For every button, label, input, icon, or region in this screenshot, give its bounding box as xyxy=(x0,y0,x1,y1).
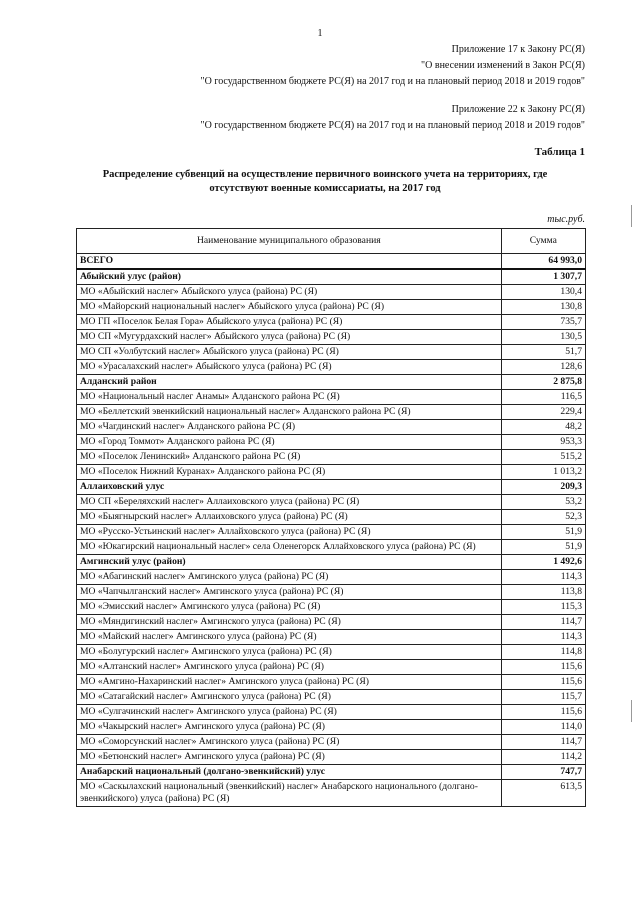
municipality-name-cell: МО «Абагинский наслег» Амгинского улуса (района) РС (Я) xyxy=(77,570,502,585)
municipality-name-cell: МО «Поселок Ленинский» Алданского района РС (Я) xyxy=(77,450,502,465)
municipality-name-cell: МО «Мяндигинский наслег» Амгинского улуса (района) РС (Я) xyxy=(77,615,502,630)
amount-cell: 1 492,6 xyxy=(501,555,585,570)
municipality-name-cell: МО «Русско-Устьинский наслег» Аллайховского улуса (района) РС (Я) xyxy=(77,525,502,540)
amount-cell: 116,5 xyxy=(501,390,585,405)
table-row xyxy=(77,735,586,750)
amount-cell: 1 013,2 xyxy=(501,465,585,480)
amount-cell: 209,3 xyxy=(501,480,585,495)
table-row xyxy=(77,435,586,450)
table-row xyxy=(77,720,586,735)
header-municipality: Наименование муниципального образования xyxy=(77,229,502,254)
municipality-name-cell: МО «Саскылахский национальный (эвенкийский) наслег» Анабарского национального (долгано-эвенкийского) улуса (района) РС (Я) xyxy=(77,780,502,807)
amount-cell: 613,5 xyxy=(501,780,585,807)
municipality-name-cell: МО СП «Мугурдахский наслег» Абыйского улуса (района) РС (Я) xyxy=(77,330,502,345)
appendix-17-line3: "О государственном бюджете РС(Я) на 2017 год и на плановый период 2018 и 2019 годов" xyxy=(200,76,585,87)
table-group-row xyxy=(77,269,586,285)
amount-cell: 130,8 xyxy=(501,300,585,315)
table-row xyxy=(77,705,586,720)
table-group-row xyxy=(77,480,586,495)
municipality-name-cell: МО «Юкагирский национальный наслег» села Оленегорск Аллайховского улуса (района) РС (Я) xyxy=(77,540,502,555)
table-row xyxy=(77,360,586,375)
table-row xyxy=(77,315,586,330)
document-title xyxy=(90,168,560,196)
municipality-name-cell: МО «Амгино-Нахаринский наслег» Амгинского улуса (района) РС (Я) xyxy=(77,675,502,690)
municipality-name-cell: Алданский район xyxy=(77,375,502,390)
municipality-name-cell: МО «Сатагайский наслег» Амгинского улуса (района) РС (Я) xyxy=(77,690,502,705)
municipality-name-cell: МО «Беллетский эвенкийский национальный наслег» Алданского района РС (Я) xyxy=(77,405,502,420)
municipality-name-cell: МО «Чапчылганский наслег» Амгинского улуса (района) РС (Я) xyxy=(77,585,502,600)
table-row xyxy=(77,540,586,555)
amount-cell: 113,8 xyxy=(501,585,585,600)
amount-cell: 229,4 xyxy=(501,405,585,420)
table-group-row xyxy=(77,555,586,570)
table-body xyxy=(77,254,586,807)
municipality-name-cell: Анабарский национальный (долгано-эвенкийский) улус xyxy=(77,765,502,780)
amount-cell: 130,4 xyxy=(501,285,585,300)
amount-cell: 115,6 xyxy=(501,705,585,720)
amount-cell: 115,7 xyxy=(501,690,585,705)
municipality-name-cell: МО «Город Томмот» Алданского района РС (Я) xyxy=(77,435,502,450)
table-row xyxy=(77,510,586,525)
amount-cell: 747,7 xyxy=(501,765,585,780)
table-row xyxy=(77,645,586,660)
table-row xyxy=(77,330,586,345)
subsidy-table xyxy=(76,228,586,807)
municipality-name-cell: Абыйский улус (район) xyxy=(77,269,502,285)
amount-cell: 114,2 xyxy=(501,750,585,765)
table-row xyxy=(77,615,586,630)
amount-cell: 128,6 xyxy=(501,360,585,375)
municipality-name-cell: МО «Быягнырский наслег» Аллаиховского улуса (района) РС (Я) xyxy=(77,510,502,525)
table-row xyxy=(77,690,586,705)
amount-cell: 51,9 xyxy=(501,540,585,555)
municipality-name-cell: МО ГП «Поселок Белая Гора» Абыйского улуса (района) РС (Я) xyxy=(77,315,502,330)
amount-cell: 51,7 xyxy=(501,345,585,360)
amount-cell: 52,3 xyxy=(501,510,585,525)
appendix-17-line1: Приложение 17 к Закону РС(Я) xyxy=(451,44,585,55)
table-row xyxy=(77,450,586,465)
municipality-name-cell: Аллаиховский улус xyxy=(77,480,502,495)
amount-cell: 130,5 xyxy=(501,330,585,345)
amount-cell: 2 875,8 xyxy=(501,375,585,390)
municipality-name-cell: МО «Эмисский наслег» Амгинского улуса (района) РС (Я) xyxy=(77,600,502,615)
municipality-name-cell: МО «Бетюнский наслег» Амгинского улуса (района) РС (Я) xyxy=(77,750,502,765)
amount-cell: 53,2 xyxy=(501,495,585,510)
table-row xyxy=(77,660,586,675)
document-title-line2: отсутствуют военные комиссариаты, на 2017 год xyxy=(209,183,441,194)
table-row xyxy=(77,345,586,360)
appendix-22-line1: Приложение 22 к Закону РС(Я) xyxy=(451,104,585,115)
appendix-22-line2: "О государственном бюджете РС(Я) на 2017 год и на плановый период 2018 и 2019 годов" xyxy=(200,120,585,131)
amount-cell: 114,3 xyxy=(501,570,585,585)
amount-cell: 48,2 xyxy=(501,420,585,435)
municipality-name-cell: МО «Майорский национальный наслег» Абыйского улуса (района) РС (Я) xyxy=(77,300,502,315)
document-title-line1: Распределение субвенций на осуществление первичного воинского учета на территориях, где xyxy=(102,169,548,180)
municipality-name-cell: МО «Сулгачинский наслег» Амгинского улуса (района) РС (Я) xyxy=(77,705,502,720)
table-row xyxy=(77,570,586,585)
table-row xyxy=(77,675,586,690)
amount-cell: 114,7 xyxy=(501,735,585,750)
amount-cell: 51,9 xyxy=(501,525,585,540)
table-row xyxy=(77,600,586,615)
municipality-name-cell: МО «Майский наслег» Амгинского улуса (района) РС (Я) xyxy=(77,630,502,645)
units-label: тыс.руб. xyxy=(547,214,585,225)
scan-edge-mark xyxy=(631,700,632,722)
table-row xyxy=(77,585,586,600)
amount-cell: 115,3 xyxy=(501,600,585,615)
municipality-name-cell: МО «Абыйский наслег» Абыйского улуса (района) РС (Я) xyxy=(77,285,502,300)
table-group-row xyxy=(77,765,586,780)
table-row xyxy=(77,285,586,300)
table-row xyxy=(77,750,586,765)
municipality-name-cell: МО СП «Уолбутский наслег» Абыйского улуса (района) РС (Я) xyxy=(77,345,502,360)
amount-cell: 1 307,7 xyxy=(501,269,585,285)
table-row xyxy=(77,630,586,645)
table-row xyxy=(77,405,586,420)
table-row xyxy=(77,780,586,807)
table-header-row xyxy=(77,229,586,254)
amount-cell: 515,2 xyxy=(501,450,585,465)
municipality-name-cell: МО «Болугурский наслег» Амгинского улуса (района) РС (Я) xyxy=(77,645,502,660)
municipality-name-cell: МО «Национальный наслег Анамы» Алданского района РС (Я) xyxy=(77,390,502,405)
amount-cell: 735,7 xyxy=(501,315,585,330)
municipality-name-cell: Амгинский улус (район) xyxy=(77,555,502,570)
table-row xyxy=(77,465,586,480)
amount-cell: 953,3 xyxy=(501,435,585,450)
scan-edge-mark xyxy=(631,205,632,227)
municipality-name-cell: МО «Чакырский наслег» Амгинского улуса (района) РС (Я) xyxy=(77,720,502,735)
table-row xyxy=(77,390,586,405)
amount-cell: 114,3 xyxy=(501,630,585,645)
table-row xyxy=(77,420,586,435)
municipality-name-cell: МО «Урасалахский наслег» Абыйского улуса (района) РС (Я) xyxy=(77,360,502,375)
amount-cell: 114,7 xyxy=(501,615,585,630)
appendix-17-heading xyxy=(201,42,585,90)
municipality-name-cell: МО «Поселок Нижний Куранах» Алданского района РС (Я) xyxy=(77,465,502,480)
amount-cell: 115,6 xyxy=(501,660,585,675)
amount-cell: 64 993,0 xyxy=(501,254,585,270)
amount-cell: 114,0 xyxy=(501,720,585,735)
table-group-row xyxy=(77,375,586,390)
header-amount: Сумма xyxy=(501,229,585,254)
table-label: Таблица 1 xyxy=(534,146,585,158)
municipality-name-cell: МО «Алтанский наслег» Амгинского улуса (района) РС (Я) xyxy=(77,660,502,675)
page-number: 1 xyxy=(317,28,323,39)
municipality-name-cell: МО «Чагдинский наслег» Алданского района РС (Я) xyxy=(77,420,502,435)
table-row xyxy=(77,525,586,540)
amount-cell: 115,6 xyxy=(501,675,585,690)
amount-cell: 114,8 xyxy=(501,645,585,660)
table-row xyxy=(77,300,586,315)
municipality-name-cell: МО «Соморсунский наслег» Амгинского улуса (района) РС (Я) xyxy=(77,735,502,750)
appendix-22-heading xyxy=(201,102,585,134)
appendix-17-line2: "О внесении изменений в Закон РС(Я) xyxy=(421,60,585,71)
table-group-row xyxy=(77,254,586,270)
municipality-name-cell: МО СП «Береляхский наслег» Аллаиховского улуса (района) РС (Я) xyxy=(77,495,502,510)
municipality-name-cell: ВСЕГО xyxy=(77,254,502,270)
table-row xyxy=(77,495,586,510)
